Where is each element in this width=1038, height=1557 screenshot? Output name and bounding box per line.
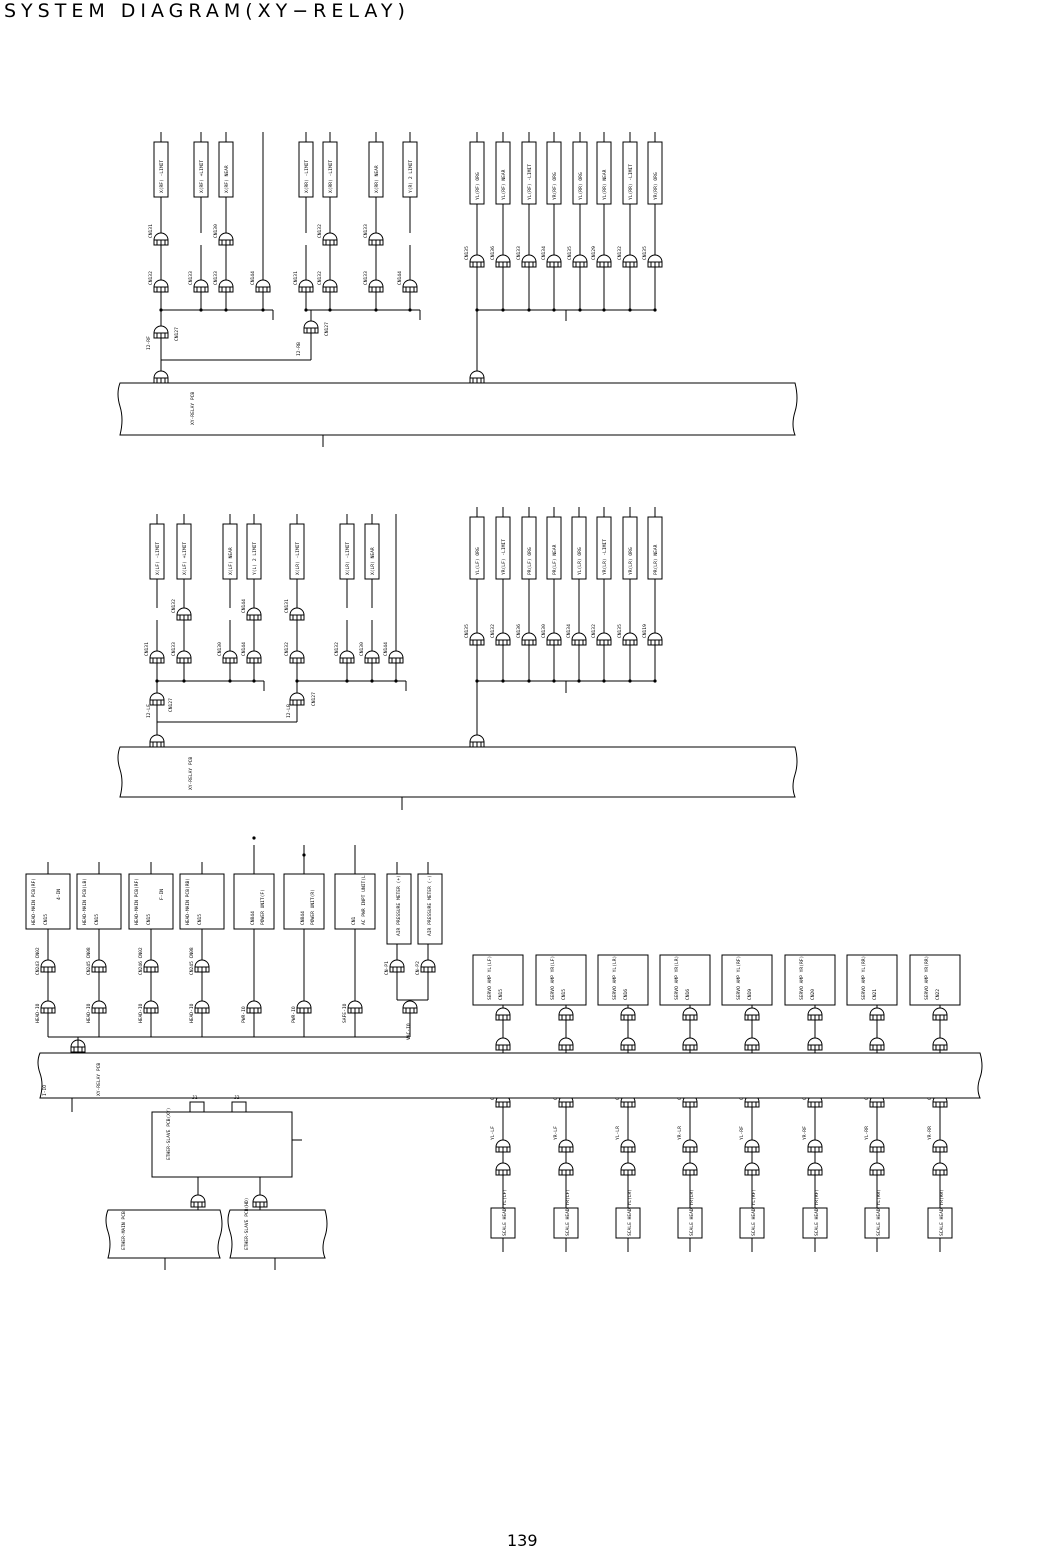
sensor-label: PR(LF) ORG <box>528 547 533 575</box>
connector <box>403 280 417 287</box>
connector <box>621 1140 635 1147</box>
connector-label: CN133 <box>172 642 177 656</box>
connector-label: CN15 <box>562 988 567 1000</box>
sensor-label: X(LF) NEAR <box>229 547 234 575</box>
connector-label: YR-RR <box>928 1126 933 1140</box>
connector-label: CN16 <box>624 988 629 1000</box>
connector <box>191 1195 205 1202</box>
connector-label: CN245 CN08 <box>190 947 195 975</box>
connector <box>194 280 208 287</box>
xy-relay-pcb-2 <box>118 747 797 797</box>
sensor-label: YL(LR) ORG <box>578 547 583 575</box>
servo-amp <box>536 955 586 1005</box>
connector-label: CN134 <box>542 246 547 260</box>
board-label: SCALE HEAD YR(RF) <box>815 1188 820 1236</box>
connector <box>154 371 168 378</box>
sensor-label: X(RR) NEAR <box>375 165 380 193</box>
connector <box>150 735 164 742</box>
connector <box>559 1163 573 1170</box>
connector <box>933 1008 947 1015</box>
sensor-label: YL(RF) -LIMIT <box>528 164 533 200</box>
connector <box>870 1038 884 1045</box>
board-label: SCALE HEAD YR(RR) <box>940 1188 945 1236</box>
connector <box>808 1008 822 1015</box>
connector-label: CN16 <box>686 988 691 1000</box>
connector-label: CN133 <box>364 271 369 285</box>
connector <box>369 233 383 240</box>
connector <box>621 1038 635 1045</box>
page-title: SYSTEM DIAGRAM(XY−RELAY) <box>4 0 410 22</box>
connector-label: CN15 <box>198 913 203 925</box>
connector-label: CN144 <box>242 642 247 656</box>
connector <box>323 233 337 240</box>
board-label: ETHER-SLAVE PCB(XY) <box>167 1107 172 1160</box>
connector-label: CN130 <box>360 642 365 656</box>
connector-label: CN130 <box>218 642 223 656</box>
servo-amp <box>910 955 960 1005</box>
connector <box>150 651 164 658</box>
xy-relay-pcb-3 <box>38 1053 982 1098</box>
sensor-label: YL(RR) ORG <box>579 172 584 200</box>
connector <box>496 1008 510 1015</box>
connector <box>195 1001 209 1008</box>
board-label: SCALE HEAD YR(LR) <box>690 1188 695 1236</box>
connector-label: CN133 <box>214 271 219 285</box>
connector-label: CN135 <box>618 624 623 638</box>
servo-amp <box>847 955 897 1005</box>
connector <box>247 651 261 658</box>
connector <box>597 633 611 640</box>
connector-label: HEAD-IO <box>139 1003 144 1023</box>
connector <box>547 633 561 640</box>
connector-label: I2-RB <box>297 342 302 356</box>
connector-label: CN131 <box>145 642 150 656</box>
connector <box>648 255 662 262</box>
connector-label: CN131 <box>149 224 154 238</box>
connector-label: CN132 <box>318 224 323 238</box>
sensor-label: YL(RF) NEAR <box>502 169 507 200</box>
connector-label: CN134 <box>567 624 572 638</box>
connector <box>177 608 191 615</box>
connector <box>403 1001 417 1008</box>
connector-label: SAFE-IO <box>343 1003 348 1023</box>
connector <box>154 233 168 240</box>
connector-label: CN136 <box>491 246 496 260</box>
sensor-label: PR(LR) NEAR <box>654 544 659 575</box>
board-label: AIR PRESSURE METER (-) <box>428 875 433 936</box>
ether-slave-pcb-hd <box>228 1210 327 1258</box>
connector-label: YR-LF <box>554 1126 559 1140</box>
connector-label: CN132 <box>149 271 154 285</box>
junction-dot <box>302 853 305 856</box>
connector-label: YR-LR <box>678 1126 683 1140</box>
connector-label: YL-RF <box>740 1126 745 1140</box>
connector-label: CN130 <box>542 624 547 638</box>
connector-label: HEAD-IO <box>87 1003 92 1023</box>
board-label: SERVO AMP YR(RF) <box>800 955 805 1000</box>
connector-label: YR-RF <box>803 1126 808 1140</box>
connector-label: I2-LB <box>287 704 292 718</box>
sensor-label: YR(LR) ORG <box>629 547 634 575</box>
board-label: SERVO AMP YR(LF) <box>551 955 556 1000</box>
board-label: SCALE HEAD YL(LR) <box>628 1188 633 1236</box>
connector-label: CN127 <box>169 698 174 712</box>
board-label: POWER UNIT(F) <box>261 889 266 925</box>
connector-label: CN144 <box>384 642 389 656</box>
connector-label: YL-RR <box>865 1126 870 1140</box>
connector-label: CN129 <box>592 246 597 260</box>
connector <box>297 1001 311 1008</box>
board-label: F-IN <box>160 888 165 900</box>
connector-label: CN844 <box>251 911 256 925</box>
connector <box>933 1038 947 1045</box>
connector <box>290 693 304 700</box>
connector-label: CN243 CN02 <box>36 947 41 975</box>
sensor-label: X(RF) -LIMIT <box>160 159 165 193</box>
connector <box>299 280 313 287</box>
sensor-label: YL(RR) -LIMIT <box>629 164 634 200</box>
connector-label: YL-LR <box>616 1126 621 1140</box>
connector <box>41 1001 55 1008</box>
connector-label: CN144 <box>398 271 403 285</box>
connector <box>470 735 484 742</box>
servo-amp <box>660 955 710 1005</box>
sensor-label: X(LF) -LIMIT <box>156 541 161 575</box>
connector <box>154 326 168 333</box>
connector-j1 <box>190 1102 204 1112</box>
connector <box>621 1008 635 1015</box>
connector <box>547 255 561 262</box>
connector <box>572 633 586 640</box>
connector-label: J2 <box>234 1096 240 1101</box>
board-label: SCALE HEAD YL(RR) <box>877 1188 882 1236</box>
connector <box>573 255 587 262</box>
connector-label: CN127 <box>312 692 317 706</box>
connector-label: CN20 <box>811 988 816 1000</box>
board-label: SERVO AMP YL(RF) <box>737 955 742 1000</box>
connector <box>219 280 233 287</box>
connector <box>290 651 304 658</box>
connector <box>470 633 484 640</box>
connector-j2 <box>232 1102 246 1112</box>
board-label: HEAD-MAIN PCB(LB) <box>83 877 88 925</box>
connector-label: CN132 <box>592 624 597 638</box>
connector <box>177 651 191 658</box>
connector-label: CN-P1 <box>385 961 390 975</box>
connector-label: CN132 <box>172 599 177 613</box>
connector <box>195 960 209 967</box>
connector-label: CN133 <box>364 224 369 238</box>
sensor-label: X(RF) +LIMIT <box>200 159 205 193</box>
servo-amp <box>785 955 835 1005</box>
connector <box>621 1163 635 1170</box>
connector-label: CN15 <box>95 913 100 925</box>
connector-label: CN15 <box>147 913 152 925</box>
connector-label: CN133 <box>517 246 522 260</box>
connector <box>808 1163 822 1170</box>
board-label: XY-RELAY PCB <box>189 756 194 790</box>
connector-label: CN127 <box>175 327 180 341</box>
connector <box>745 1140 759 1147</box>
connector-label: CN127 <box>325 322 330 336</box>
connector <box>559 1008 573 1015</box>
connector-label: CN246 CN02 <box>139 947 144 975</box>
connector <box>470 371 484 378</box>
connector <box>522 633 536 640</box>
connector-label: CN132 <box>618 246 623 260</box>
board-label: ETHER-MAIN PCB <box>122 1211 127 1250</box>
connector-label: CN135 <box>643 246 648 260</box>
connector-label: CN-P2 <box>416 961 421 975</box>
board-label: SERVO AMP YL(LF) <box>488 955 493 1000</box>
connector <box>150 693 164 700</box>
connector-label: CN15 <box>44 913 49 925</box>
connector <box>496 1163 510 1170</box>
connector-label: CN132 <box>335 642 340 656</box>
connector <box>808 1140 822 1147</box>
servo-amp <box>722 955 772 1005</box>
connector <box>41 960 55 967</box>
connector-label: CN135 <box>465 246 470 260</box>
connector-label: CN144 <box>251 271 256 285</box>
board-label: I-IO <box>43 1084 48 1096</box>
board-label: AC PWR INPT UNIT(L) <box>362 872 367 925</box>
connector-label: CN132 <box>285 642 290 656</box>
connector <box>470 255 484 262</box>
connector <box>745 1163 759 1170</box>
sensor-label: X(LR) NEAR <box>371 547 376 575</box>
connector <box>683 1140 697 1147</box>
connector-label: CN136 <box>517 624 522 638</box>
connector <box>304 321 318 328</box>
connector-label: YL-LF <box>491 1126 496 1140</box>
board-label: POWER UNIT(R) <box>311 889 316 925</box>
connector <box>559 1140 573 1147</box>
connector <box>253 1195 267 1202</box>
connector-label: CN131 <box>294 271 299 285</box>
connector <box>496 255 510 262</box>
connector <box>247 1001 261 1008</box>
connector <box>683 1038 697 1045</box>
connector <box>745 1038 759 1045</box>
sensor-label: PR(LF) NEAR <box>553 544 558 575</box>
connector <box>340 651 354 658</box>
connector <box>496 1038 510 1045</box>
connector <box>390 960 404 967</box>
board-label: XY-RELAY PCB <box>97 1062 102 1096</box>
sensor-label: X(LR) -LIMIT <box>346 541 351 575</box>
board-label: 4-IN <box>57 888 62 900</box>
connector <box>323 280 337 287</box>
connector <box>389 651 403 658</box>
connector-label: I2-RF <box>147 336 152 350</box>
connector <box>870 1008 884 1015</box>
board-label: SERVO AMP YL(LR) <box>613 955 618 1000</box>
connector-label: PWR-IO <box>292 1006 297 1023</box>
connector-label: HEAD-IO <box>36 1003 41 1023</box>
connector-label: CN144 <box>242 599 247 613</box>
connector-label: CN844 <box>301 911 306 925</box>
connector-label: I2-LF <box>147 704 152 718</box>
sensor-label: YR(RF) ORG <box>553 172 558 200</box>
connector <box>256 280 270 287</box>
connector-label: CN19 <box>748 988 753 1000</box>
sensor-label: YL(LF) ORG <box>476 547 481 575</box>
board-label: XY-RELAY PCB <box>191 391 196 425</box>
connector <box>808 1038 822 1045</box>
sensor-label: X(RR) -LIMIT <box>329 159 334 193</box>
connector <box>623 633 637 640</box>
connector-label: CN15 <box>499 988 504 1000</box>
connector <box>522 255 536 262</box>
connector <box>683 1163 697 1170</box>
connector <box>348 1001 362 1008</box>
sensor-label: YL(RF) ORG <box>476 172 481 200</box>
connector-label: CN132 <box>491 624 496 638</box>
connector <box>290 608 304 615</box>
board-label: SCALE HEAD YL(RF) <box>752 1188 757 1236</box>
board-label: SERVO AMP YL(RR) <box>862 955 867 1000</box>
connector <box>559 1038 573 1045</box>
board-label: SCALE HEAD YL(LF) <box>503 1188 508 1236</box>
connector-label: PWR-IO <box>242 1006 247 1023</box>
xy-relay-pcb-1 <box>118 383 797 435</box>
sensor-label: YL(RR) NEAR <box>603 169 608 200</box>
sensor-label: YR(RR) ORG <box>654 172 659 200</box>
connector <box>369 280 383 287</box>
connector <box>745 1008 759 1015</box>
board-label: SCALE HEAD YR(LF) <box>566 1188 571 1236</box>
connector-label: CN245 CN08 <box>87 947 92 975</box>
connector-label: CN22 <box>936 988 941 1000</box>
connector-label: CN132 <box>318 271 323 285</box>
sensor-label: Y(R) 2 LIMIT <box>409 159 414 193</box>
connector-label: CN130 <box>214 224 219 238</box>
sensor-label: X(RR) -LIMIT <box>305 159 310 193</box>
sensor-label: X(LR) -LIMIT <box>296 541 301 575</box>
connector <box>421 960 435 967</box>
connector <box>870 1140 884 1147</box>
page-number: 139 <box>507 1531 538 1550</box>
sensor-label: X(LF) +LIMIT <box>183 541 188 575</box>
connector <box>223 651 237 658</box>
connector <box>623 255 637 262</box>
connector-label: CN21 <box>873 988 878 1000</box>
connector <box>870 1163 884 1170</box>
connector <box>154 280 168 287</box>
connector <box>597 255 611 262</box>
connector <box>683 1008 697 1015</box>
connector <box>365 651 379 658</box>
connector <box>496 633 510 640</box>
connector-label: CN135 <box>568 246 573 260</box>
connector-label: CN131 <box>285 599 290 613</box>
connector <box>219 233 233 240</box>
connector <box>92 960 106 967</box>
connector <box>144 960 158 967</box>
ether-slave-pcb <box>152 1112 292 1177</box>
connector <box>496 1140 510 1147</box>
sensor-label: YR(LR) -LIMIT <box>603 539 608 575</box>
connector-label: CN133 <box>189 271 194 285</box>
connector <box>933 1140 947 1147</box>
connector <box>247 608 261 615</box>
board-label: HEAD-MAIN PCB(RF) <box>32 877 37 925</box>
connector-label: CN119 <box>643 624 648 638</box>
connector <box>933 1163 947 1170</box>
sensor-label: X(RF) NEAR <box>225 165 230 193</box>
board-label: HEAD-MAIN PCB(RF) <box>135 877 140 925</box>
connector <box>648 633 662 640</box>
connector-label: J1 <box>192 1096 198 1101</box>
connector <box>92 1001 106 1008</box>
connector <box>144 1001 158 1008</box>
connector-label: CN135 <box>465 624 470 638</box>
sensor-label: Y(L) 2 LIMIT <box>253 541 258 575</box>
connector-label: HEAD-IO <box>190 1003 195 1023</box>
board-label: SERVO AMP YR(LR) <box>675 955 680 1000</box>
servo-amp <box>598 955 648 1005</box>
board-label: HEAD-MAIN PCB(RB) <box>186 877 191 925</box>
connector-label: VAC-IO <box>407 1023 412 1040</box>
sensor-label: YR(LF) -LIMIT <box>502 539 507 575</box>
board-label: AIR PRESSURE METER (+) <box>397 875 402 936</box>
servo-amp <box>473 955 523 1005</box>
board-label: SERVO AMP YR(RR) <box>925 955 930 1000</box>
board-label: ETHER-SLAVE PCB(HD) <box>245 1197 250 1250</box>
junction-dot <box>252 836 255 839</box>
connector-label: CN1 <box>352 916 357 925</box>
